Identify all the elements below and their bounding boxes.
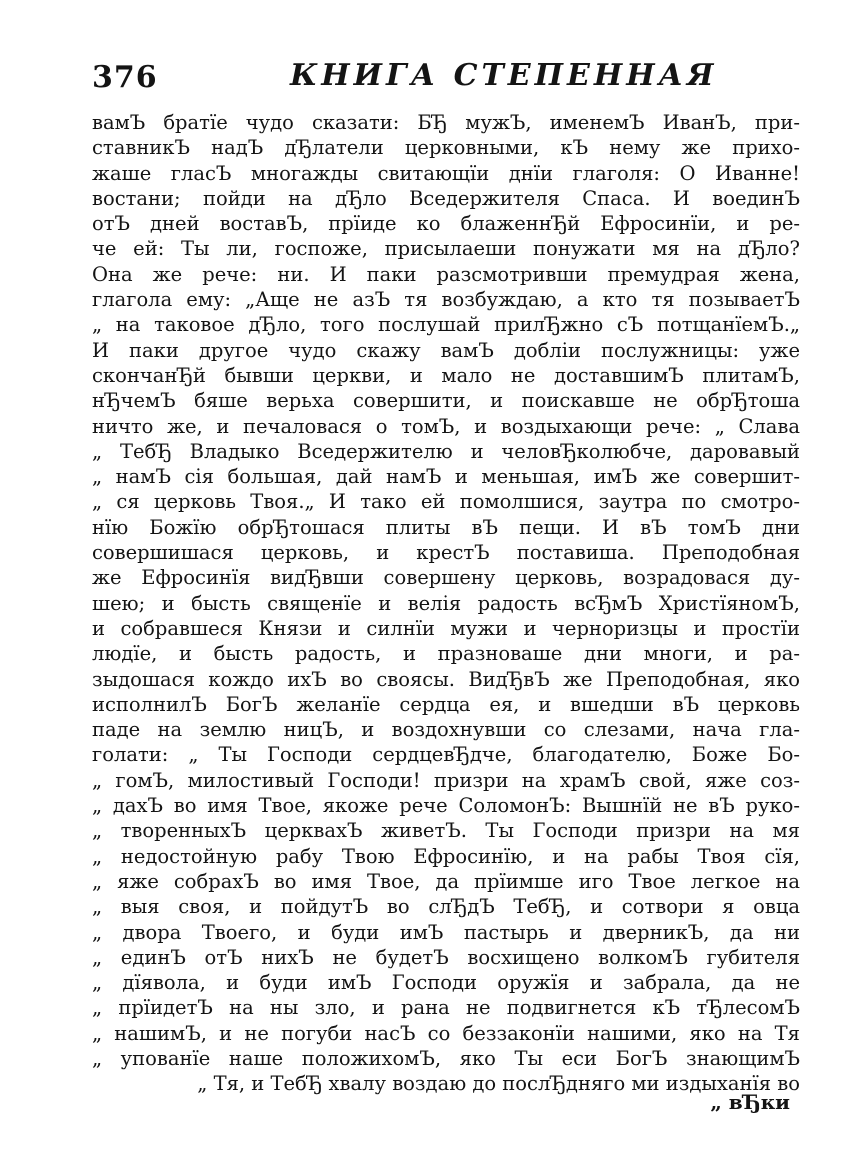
- text-line: „ двора Твоего, и буди имЪ пастырь и дверникЪ, да ни: [92, 920, 800, 944]
- catchword: „ вЂки: [710, 1090, 790, 1114]
- text-line: отЪ дней воставЪ, прїиде ко блаженнЂй Ефросинїи, и ре-: [92, 212, 800, 236]
- text-line: и собравшеся Князи и силнїи мужи и черноризцы и простїи: [92, 616, 800, 640]
- text-line: зыдошася кождо ихЪ во своясы. ВидЂвЪ же Преподобная, яко: [92, 667, 800, 691]
- text-line: людїе, и бысть радость, и празноваше дни многи, и ра-: [92, 642, 800, 666]
- text-line: „ дахЪ во имя Твое, якоже рече СоломонЪ: Вышнїй не вЪ руко-: [92, 794, 800, 818]
- text-line: паде на землю ницЪ, и воздохнувши со слезами, нача гла-: [92, 718, 800, 742]
- running-title: КНИГА СТЕПЕННАЯ: [290, 58, 718, 93]
- text-line: шею; и бысть священїе и велія радость всЂмЪ ХристїяномЪ,: [92, 591, 800, 615]
- text-line: голати: „ Ты Господи сердцевЂдче, благодателю, Боже Бо-: [92, 743, 800, 767]
- text-line: ничто же, и печаловася о томЪ, и воздыхающи рече: „ Слава: [92, 414, 800, 438]
- text-line: скончанЂй бывши церкви, и мало не доставшимЪ плитамЪ,: [92, 363, 800, 387]
- text-line: же Ефросинїя видЂвши совершену церковь, возрадовася ду-: [92, 566, 800, 590]
- text-line: „ гомЪ, милостивый Господи! призри на храмЪ свой, яже соз-: [92, 768, 800, 792]
- text-line: вамЪ братїе чудо сказати: БЂ мужЪ, именемЪ ИванЪ, при-: [92, 111, 800, 134]
- text-line: исполнилЪ БогЪ желанїе сердца ея, и вшедши вЪ церковь: [92, 692, 800, 716]
- text-line: нЂчемЪ бяше верьха совершити, и поискавше не обрЂтоша: [92, 389, 800, 413]
- text-line: нїю Божїю обрЂтошася плиты вЪ пещи. И вЪ томЪ дни: [92, 515, 800, 539]
- text-line: востани; пойди на дЂло Вседержителя Спаса. И воединЪ: [92, 186, 800, 210]
- text-line: че ей: Ты ли, госпоже, присылаеши понужати мя на дЂло?: [92, 237, 800, 261]
- text-line: жаше гласЪ многажды свитающїи днїи глаголя: О Иванне!: [92, 161, 800, 185]
- text-line: „ упованїе наше положихомЪ, яко Ты еси БогЪ знающимЪ: [92, 1046, 800, 1070]
- text-line: „ на таковое дЂло, того послушай прилЂжно сЪ потщанїемЪ.„: [92, 313, 800, 337]
- page-number: 376: [92, 60, 158, 95]
- text-line: глагола ему: „Аще не азЪ тя возбуждаю, а кто тя позываетЪ: [92, 288, 800, 312]
- text-line: „ прїидетЪ на ны зло, и рана не подвигнется кЪ тЂлесомЪ: [92, 996, 800, 1020]
- text-line: „ яже собрахЪ во имя Твое, да прїимше иго Твое легкое на: [92, 869, 800, 893]
- text-line: „ творенныхЪ церквахЪ живетЪ. Ты Господи призри на мя: [92, 819, 800, 843]
- body-text: [92, 110, 800, 1097]
- text-line: „ единЪ отЪ нихЪ не будетЪ восхищено волкомЪ губителя: [92, 945, 800, 969]
- text-line: Она же рече: ни. И паки разсмотривши премудрая жена,: [92, 262, 800, 286]
- text-line: „ нашимЪ, и не погуби насЪ со беззаконїи нашими, яко на Тя: [92, 1021, 800, 1045]
- text-line: „ дїявола, и буди имЪ Господи оружїя и забрала, да не: [92, 971, 800, 995]
- text-line: ставникЪ надЪ дЂлатели церковными, кЪ нему же прихо-: [92, 136, 800, 160]
- text-line: „ ся церковь Твоя.„ И тако ей помолшися, заутра по смотро-: [92, 490, 800, 514]
- text-line: „ Тя, и ТебЂ хвалу воздаю до послЂдняго ми издыханїя во: [197, 1072, 800, 1096]
- text-line: И паки другое чудо скажу вамЪ добліи послужницы: уже: [92, 338, 800, 362]
- text-line: „ выя своя, и пойдутЪ во слЂдЪ ТебЂ, и сотвори я овца: [92, 895, 800, 919]
- text-line: „ недостойную рабу Твою Ефросинїю, и на рабы Твоя сїя,: [92, 844, 800, 868]
- text-line: „ ТебЂ Владыко Вседержителю и человЂколюбче, даровавый: [92, 439, 800, 463]
- text-line: „ намЪ сія большая, дай намЪ и меньшая, имЪ же совершит-: [92, 465, 800, 489]
- text-line: совершишася церковь, и крестЪ поставиша. Преподобная: [92, 541, 800, 565]
